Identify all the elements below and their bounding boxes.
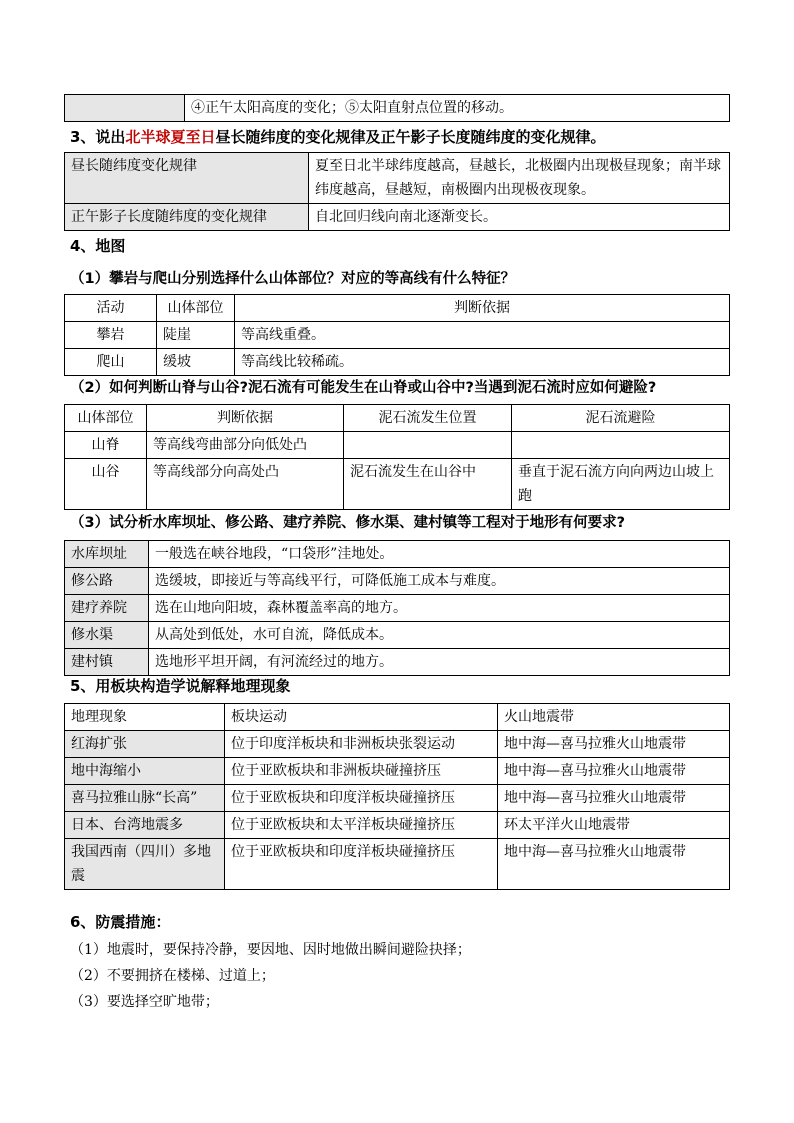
table-header-row	[65, 295, 730, 322]
table-header-row	[65, 405, 730, 432]
table-cell: 地中海—喜马拉雅火山地震带	[498, 758, 730, 785]
table-cell: 地中海—喜马拉雅火山地震带	[498, 785, 730, 812]
table-cell: 位于亚欧板块和太平洋板块碰撞挤压	[225, 812, 498, 839]
list-item: （2）不要拥挤在楼梯、过道上；	[70, 968, 275, 984]
table-cell: 缓坡	[157, 349, 235, 376]
table-cell: 等高线部分向高处凸	[147, 459, 344, 510]
table-row	[65, 322, 730, 349]
table-cell: 昼长随纬度变化规律	[65, 153, 309, 204]
table-cell: 修水渠	[65, 622, 149, 649]
section-3-heading: 3、说出北半球夏至日昼长随纬度的变化规律及正午影子长度随纬度的变化规律。	[70, 128, 606, 146]
table-row	[65, 758, 730, 785]
table-row	[65, 785, 730, 812]
column-header: 山体部位	[157, 295, 235, 322]
section-6-heading: 6、防震措施：	[70, 913, 171, 931]
table-cell: 位于亚欧板块和非洲板块碰撞挤压	[225, 758, 498, 785]
table-cell: 正午影子长度随纬度的变化规律	[65, 204, 309, 231]
table-row	[65, 731, 730, 758]
table-cell: 建村镇	[65, 649, 149, 676]
table-cell: 我国西南（四川）多地震	[65, 839, 225, 890]
column-header: 泥石流避险	[512, 405, 730, 432]
table-cell: 爬山	[65, 349, 157, 376]
column-header: 泥石流发生位置	[344, 405, 512, 432]
table-row	[65, 95, 730, 122]
section-4-heading: 4、地图	[70, 237, 126, 255]
list-item: （3）要选择空旷地带；	[70, 994, 219, 1010]
table-cell: 陡崖	[157, 322, 235, 349]
table-cell: 建疗养院	[65, 595, 149, 622]
column-header: 活动	[65, 295, 157, 322]
table-row	[65, 204, 730, 231]
table-cell: 位于印度洋板块和非洲板块张裂运动	[225, 731, 498, 758]
table-row	[65, 153, 730, 204]
table-cell	[512, 432, 730, 459]
top-table	[64, 94, 730, 122]
table-row	[65, 649, 730, 676]
table-cell: 日本、台湾地震多	[65, 812, 225, 839]
table-cell: 山谷	[65, 459, 147, 510]
list-item: （1）地震时，要保持冷静，要因地、因时地做出瞬间避险抉择；	[70, 942, 471, 958]
table-cell: 垂直于泥石流方向向两边山坡上跑	[512, 459, 730, 510]
table-cell: 一般选在峡谷地段，“口袋形”洼地处。	[149, 541, 730, 568]
table-cell: 选在山地向阳坡，森林覆盖率高的地方。	[149, 595, 730, 622]
table-cell: 等高线比较稀疏。	[235, 349, 730, 376]
table-row	[65, 812, 730, 839]
table-cell: 泥石流发生在山谷中	[344, 459, 512, 510]
table-cell: 喜马拉雅山脉“长高”	[65, 785, 225, 812]
table-cell: 选缓坡，即接近与等高线平行，可降低施工成本与难度。	[149, 568, 730, 595]
table-cell: 环太平洋火山地震带	[498, 812, 730, 839]
question-3: （3）试分析水库坝址、修公路、建疗养院、修水渠、建村镇等工程对于地形有何要求?	[70, 515, 625, 531]
table-cell: 等高线重叠。	[235, 322, 730, 349]
column-header: 板块运动	[225, 704, 498, 731]
table-cell: 红海扩张	[65, 731, 225, 758]
column-header: 山体部位	[65, 405, 147, 432]
table-row	[65, 349, 730, 376]
column-header: 火山地震带	[498, 704, 730, 731]
table-climbing	[64, 294, 730, 376]
table-row	[65, 839, 730, 890]
table-cell: 地中海缩小	[65, 758, 225, 785]
table-cell: 自北回归线向南北逐渐变长。	[309, 204, 730, 231]
table-header-row	[65, 704, 730, 731]
table-cell: 地中海—喜马拉雅火山地震带	[498, 839, 730, 890]
table-cell: 夏至日北半球纬度越高，昼越长，北极圈内出现极昼现象；南半球纬度越高，昼越短，南极圈内出现极夜现象。	[309, 153, 730, 204]
table-cell: 从高处到低处，水可自流，降低成本。	[149, 622, 730, 649]
column-header: 地理现象	[65, 704, 225, 731]
table-row	[65, 568, 730, 595]
table-cell: 山脊	[65, 432, 147, 459]
column-header: 判断依据	[235, 295, 730, 322]
table-cell: 水库坝址	[65, 541, 149, 568]
table-row	[65, 595, 730, 622]
table-row	[65, 541, 730, 568]
table-plate-tectonics	[64, 703, 730, 890]
question-2: （2）如何判断山脊与山谷?泥石流有可能发生在山脊或山谷中?当遇到泥石流时应如何避险?	[70, 380, 657, 396]
table-cell	[65, 95, 185, 122]
table-ridge-valley	[64, 404, 730, 510]
highlight-text: 北半球夏至日	[125, 128, 216, 146]
section-5-heading: 5、用板块构造学说解释地理现象	[70, 677, 291, 695]
table-cell	[344, 432, 512, 459]
table-cell: 等高线弯曲部分向低处凸	[147, 432, 344, 459]
table-row	[65, 459, 730, 510]
column-header: 判断依据	[147, 405, 344, 432]
table-cell: 修公路	[65, 568, 149, 595]
table-day-length	[64, 152, 730, 231]
table-row	[65, 622, 730, 649]
table-cell: 位于亚欧板块和印度洋板块碰撞挤压	[225, 785, 498, 812]
table-engineering	[64, 540, 730, 676]
table-cell: 攀岩	[65, 322, 157, 349]
question-1: （1）攀岩与爬山分别选择什么山体部位？对应的等高线有什么特征？	[70, 271, 516, 287]
table-row	[65, 432, 730, 459]
table-cell: 地中海—喜马拉雅火山地震带	[498, 731, 730, 758]
table-cell: 选地形平坦开阔，有河流经过的地方。	[149, 649, 730, 676]
table-cell: ④正午太阳高度的变化；⑤太阳直射点位置的移动。	[185, 95, 730, 122]
table-cell: 位于亚欧板块和印度洋板块碰撞挤压	[225, 839, 498, 890]
